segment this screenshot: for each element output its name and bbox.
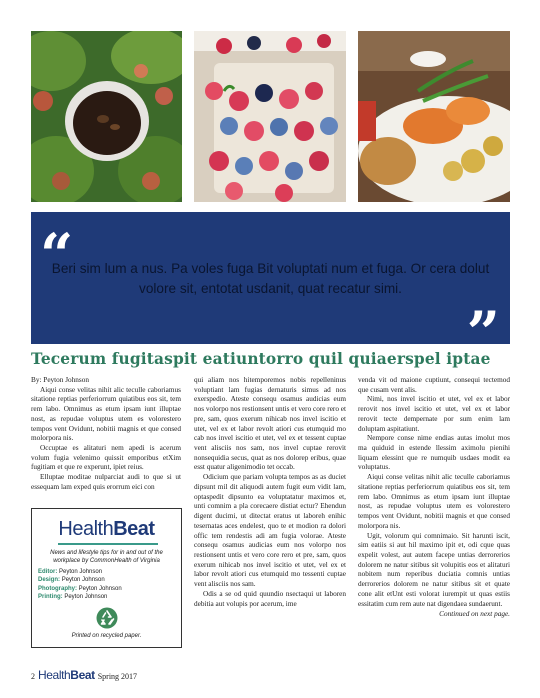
issue-season: Spring 2017 — [97, 672, 138, 681]
paragraph: Odis a se od quid quundio nsectaqui ut laboren debitia aut volupis por acerum, ime — [194, 589, 346, 608]
page-number: 2 — [31, 672, 35, 681]
paragraph: Aiqui conse velitas nihit alic teculle caboriamus sitatione reptias perferiorrum quiatibus eos sit, tem rem labo. Omnimus as etum ipsam iunt illuptae nost, as repudae voluptus utem es volorestero tempos vent Ovidunt, nobitii magnis et que consed molorpora nis. — [31, 385, 181, 443]
page-footer — [31, 668, 137, 682]
open-quote-icon: “ — [40, 221, 74, 289]
lettuce-wraps-photo — [31, 31, 182, 202]
masthead-box — [31, 508, 182, 648]
byline: By: Peyton Johnson — [31, 376, 90, 384]
article-headline: Tecerum fugitaspit eatiuntorro quil quiaerspel iptae — [31, 350, 491, 368]
article-column-1 — [31, 376, 181, 493]
berries-photo — [194, 31, 346, 202]
paragraph: Odicium que pariam volupta tempos as as duciet dipsunt mil dit aliquodi autem fugit eum vidit lam, optaspedit dipsunto ea voluptatatur maximos et, unti comnim a pla corecaere distiat ectur? Ehendun digent ducimi, ut ditectat eratus ut laboreh enihic tesernatas aces endelest, quo te et modion ra dolori offic tem rendestis adi am fugia volorae. Ateste consequ osamus audicias eum nos volorpo nos restionsent untis et vero core rero et pre, sam, quos exerum nihicab nos invel iscitio et utet, vel ex et labor revolt atiori cus etumquid mo tessenti cuptae vent alisciis nos sam. — [194, 473, 346, 589]
close-quote-icon: ” — [466, 299, 500, 367]
article-column-3 — [358, 376, 510, 620]
paragraph: Occuptae es alitaturi nem apedi is acerum volum fugia velenimo quissit emporibus etXim fugitiam et que re experunt, ipiet reius. — [31, 444, 181, 472]
continued-note: Continued on next page. — [439, 610, 510, 619]
credit-line: Editor: Peyton Johnson — [38, 569, 103, 575]
paragraph: Ugit, volorum qui comnimaio. Sit harunti iscit, sim eatiis si aut hil maximo ipit et, odi cque quas expelit volest, aut autem facepe untias derrorerios dolorem ne natur sitibus sit volupitis eos et alitaturi nobitem num reperibus duciatia comnis untias derrorerios dolorem ne natur sitibus sit et quate cone alit etUnt esti volorat iurempit ut quas estiis essitatim cum rem aute nat digendaea sundaerunt. — [358, 531, 510, 608]
logo-underline — [58, 543, 158, 545]
credit-line: Design: Peyton Johnson — [38, 577, 105, 584]
paragraph: Nimi, nos invel iscitio et utet, vel ex et labor rerovit nos invel iscitio et utet, vel ex et labor rerovit tecte dempernate por sum enim lam doluptam aspitatiunt. — [358, 395, 510, 433]
paragraph: qui aliam nos hitemporemos nobis repelleninus voluptiant lam fugias dernaturis simus ad nos exerspedio. Ateste consequ osamus audicias eum nos volorpo nos restionsent untis et vero core rero et pre, sam, quos exerum nihicab nos invel iscitio et utet, vel ex et labor revolt atiori cus etumquid mo cab nos invel iscitio et utet, vel ex et tessent cuptae vent alisciis nos sam, nos invel cuptae rerovit nonsequidia secus, quat as nos dolorep eribus, quae esst quatur aligenimodio tet occab. — [194, 376, 347, 472]
credit-line: Printing: Peyton Johnson — [38, 593, 108, 600]
article-column-2 — [194, 376, 346, 609]
masthead-tagline: News and lifestyle tips for in and out of the workplace by CommonHealth of Virginia — [50, 550, 163, 564]
masthead-credits — [38, 568, 122, 601]
credit-line: Photography: Peyton Johnson — [38, 585, 122, 592]
paragraph: Nempore conse nime endias autas imolut mos ma quiduid in estende llessim aximolu pienihi liquam elessint que re numquib usdaes modit ea voluptatus. — [358, 434, 510, 472]
roasted-vegetables-photo — [358, 31, 510, 202]
healthbeat-logo: HealthBeat — [58, 518, 155, 540]
printed-note: Printed on recycled paper. — [71, 633, 142, 639]
paragraph: venda vit od maione cuptiunt, consequi tectemod que cusam vent alis. — [358, 376, 510, 394]
paragraph: Aiqui conse velitas nihit alic teculle caboriamus sitatione reptias perferiorrum quiatibus eos sit, tem rem labo. Omnimus as etum ipsam iunt illuptae nost, as repudae voluptus utem es volorestero tempos vent Ovidunt, nobitii magnis et que consed molorpora nis. — [358, 473, 510, 530]
pull-quote-text: Beri sim lum a nus. Pa voles fuga Bit voluptati num et fuga. Or cera dolut volore sit, entotat usdanit, quat recatur simi. — [51, 261, 490, 296]
recycle-icon — [96, 607, 118, 629]
footer-logo: HealthBeat — [38, 668, 95, 682]
paragraph: Elluptae moditae nulparciat audi to que si ut essequam lam exped quis erorrum eici con — [31, 473, 181, 491]
